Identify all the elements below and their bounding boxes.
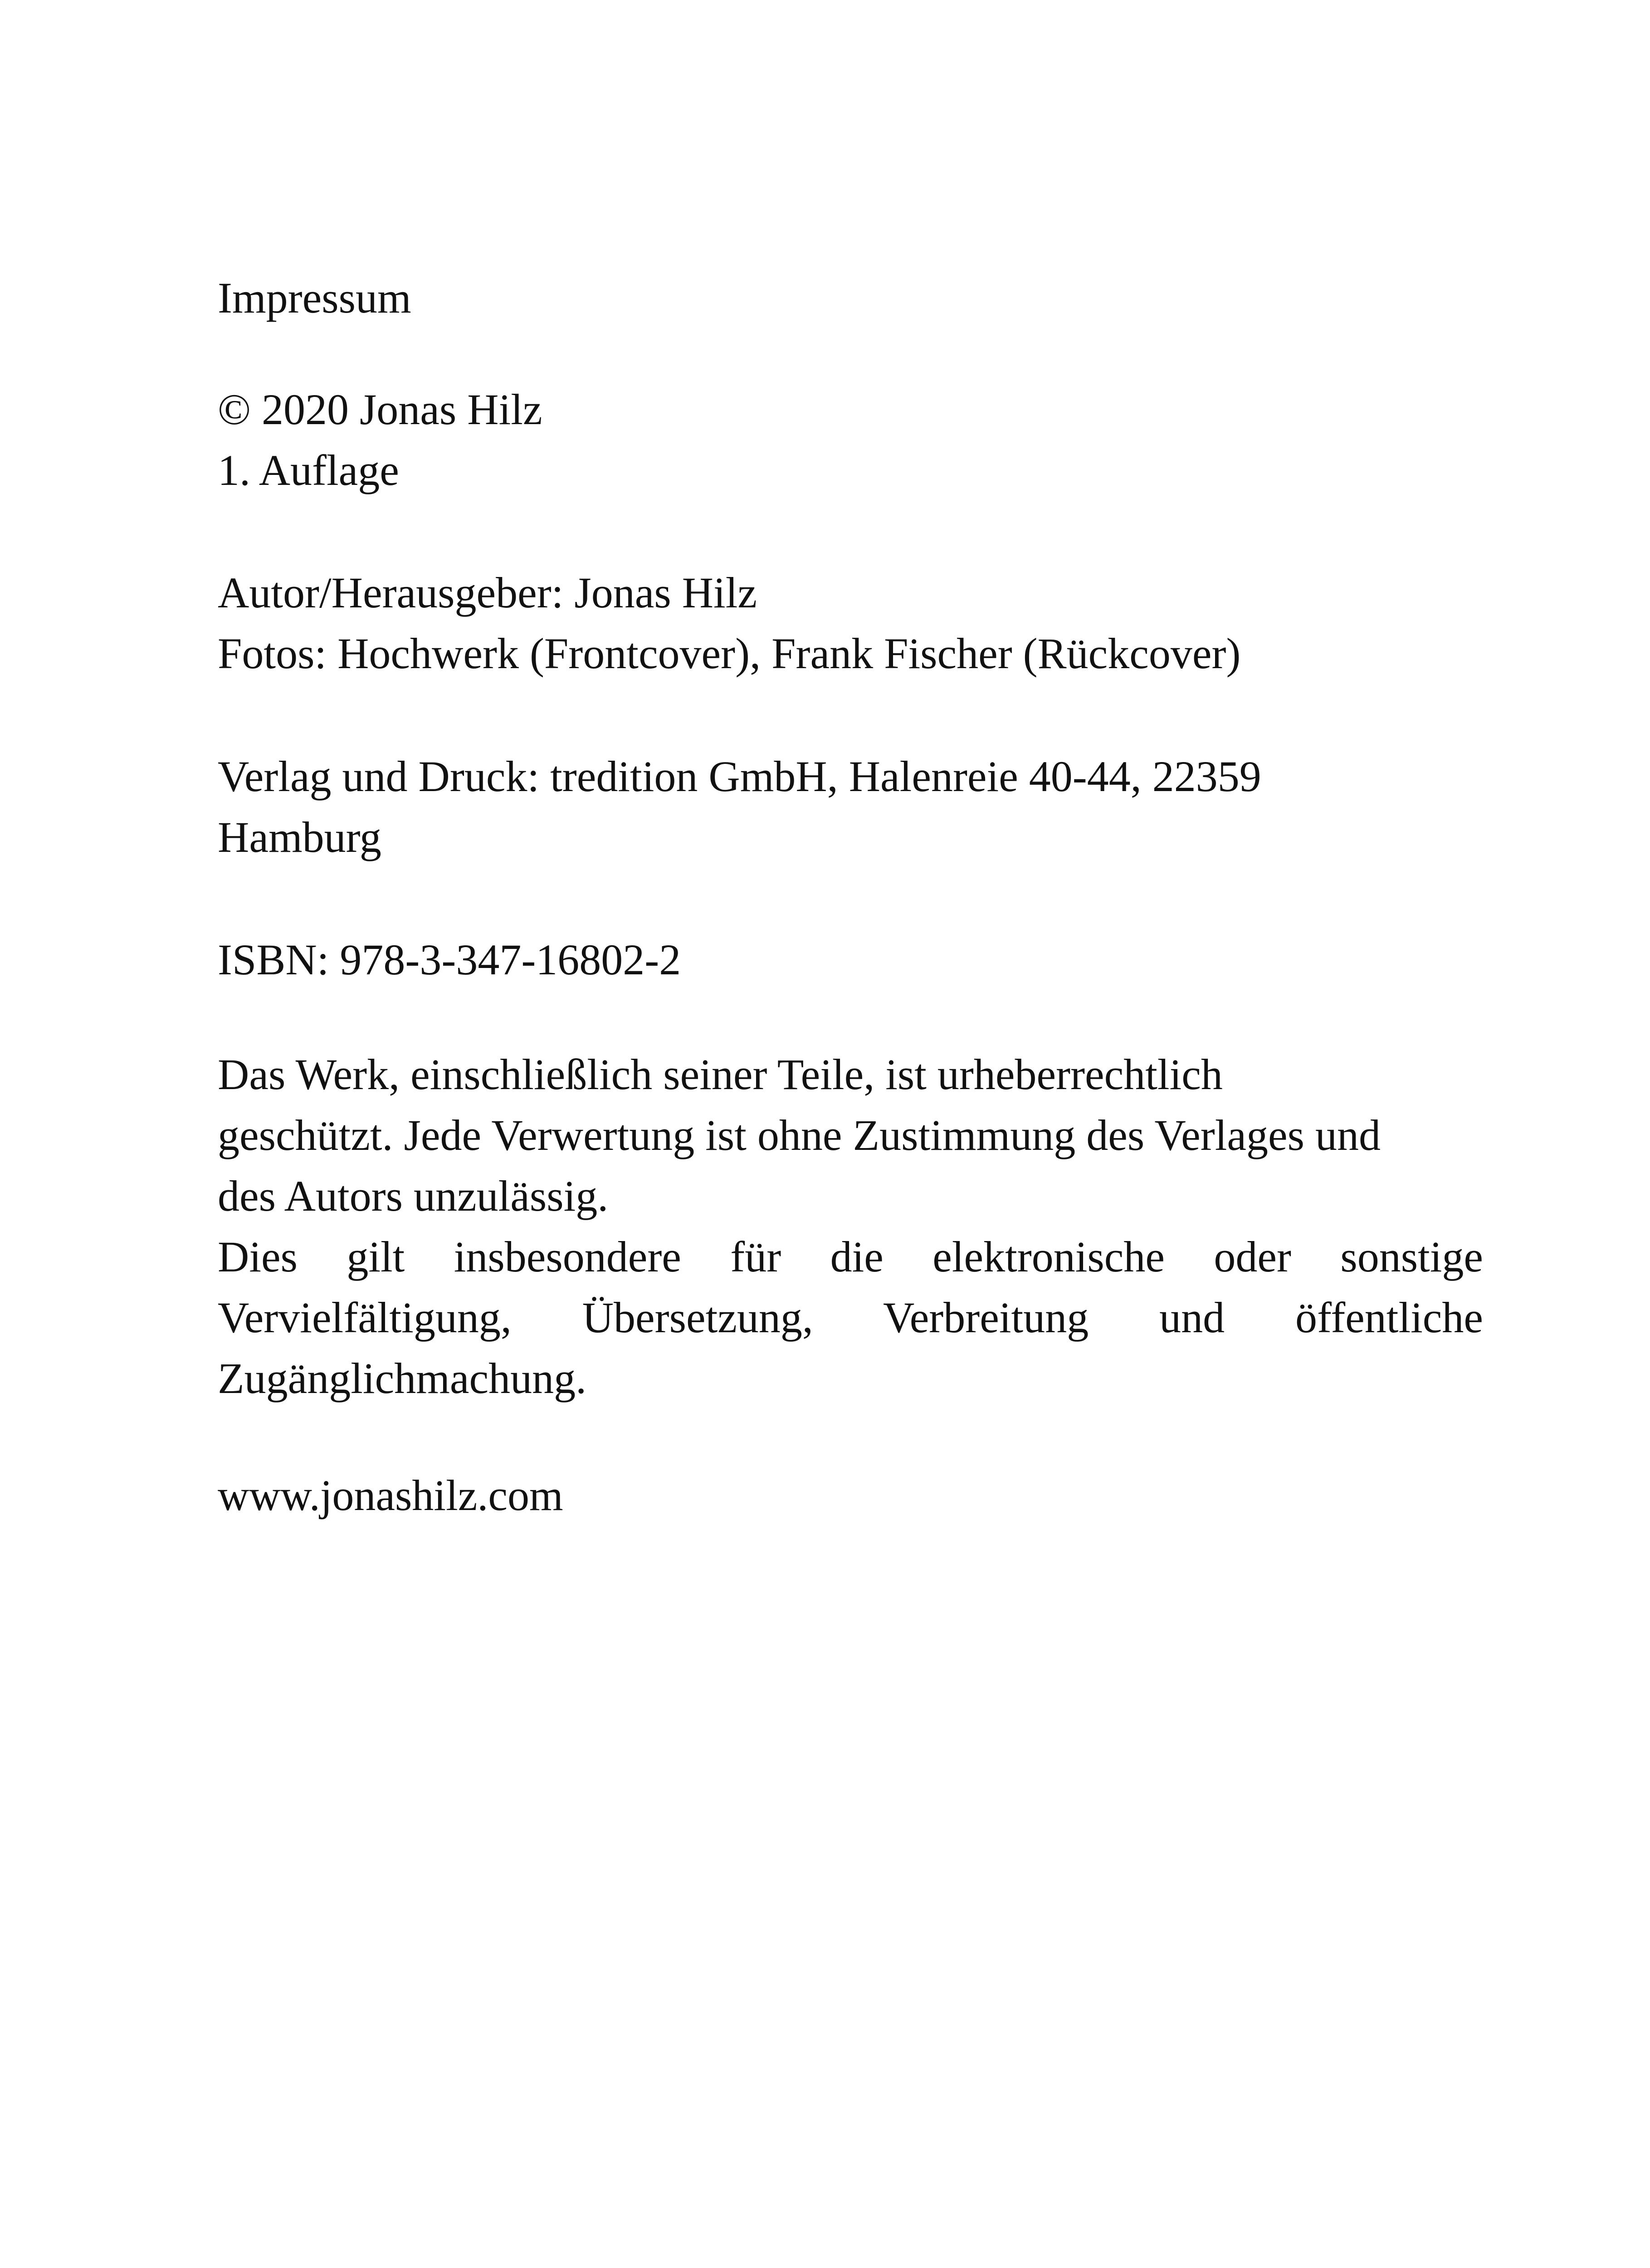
rights-line-3: des Autors unzulässig.	[218, 1172, 609, 1220]
publisher-block	[218, 746, 1483, 868]
rights-line-1: Das Werk, einschließlich seiner Teile, ist urheberrechtlich	[218, 1050, 1223, 1099]
rights-line-5: Vervielfältigung, Übersetzung, Verbreitung und öffentliche	[218, 1293, 1483, 1342]
credits-block	[218, 562, 1483, 684]
copyright-line: © 2020 Jonas Hilz	[218, 385, 542, 434]
website-block	[218, 1465, 1483, 1526]
heading-text: Impressum	[218, 274, 411, 322]
rights-block	[218, 1044, 1483, 1409]
photos-line: Fotos: Hochwerk (Frontcover), Frank Fischer (Rückcover)	[218, 629, 1241, 678]
copyright-block	[218, 379, 1483, 501]
isbn-block	[218, 929, 1483, 990]
edition-line: 1. Auflage	[218, 446, 399, 494]
website-link[interactable]: www.jonashilz.com	[218, 1471, 563, 1520]
rights-line-4: Dies gilt insbesondere für die elektronische oder sonstige	[218, 1232, 1483, 1281]
rights-line-2: geschützt. Jede Verwertung ist ohne Zustimmung des Verlages und	[218, 1111, 1381, 1159]
imprint-heading	[218, 268, 1483, 328]
rights-line-6: Zugänglichmachung.	[218, 1354, 587, 1403]
author-line: Autor/Herausgeber: Jonas Hilz	[218, 568, 757, 617]
publisher-line-2: Hamburg	[218, 813, 381, 861]
isbn-line: ISBN: 978-3-347-16802-2	[218, 935, 681, 984]
publisher-line-1: Verlag und Druck: tredition GmbH, Halenreie 40-44, 22359	[218, 752, 1261, 801]
